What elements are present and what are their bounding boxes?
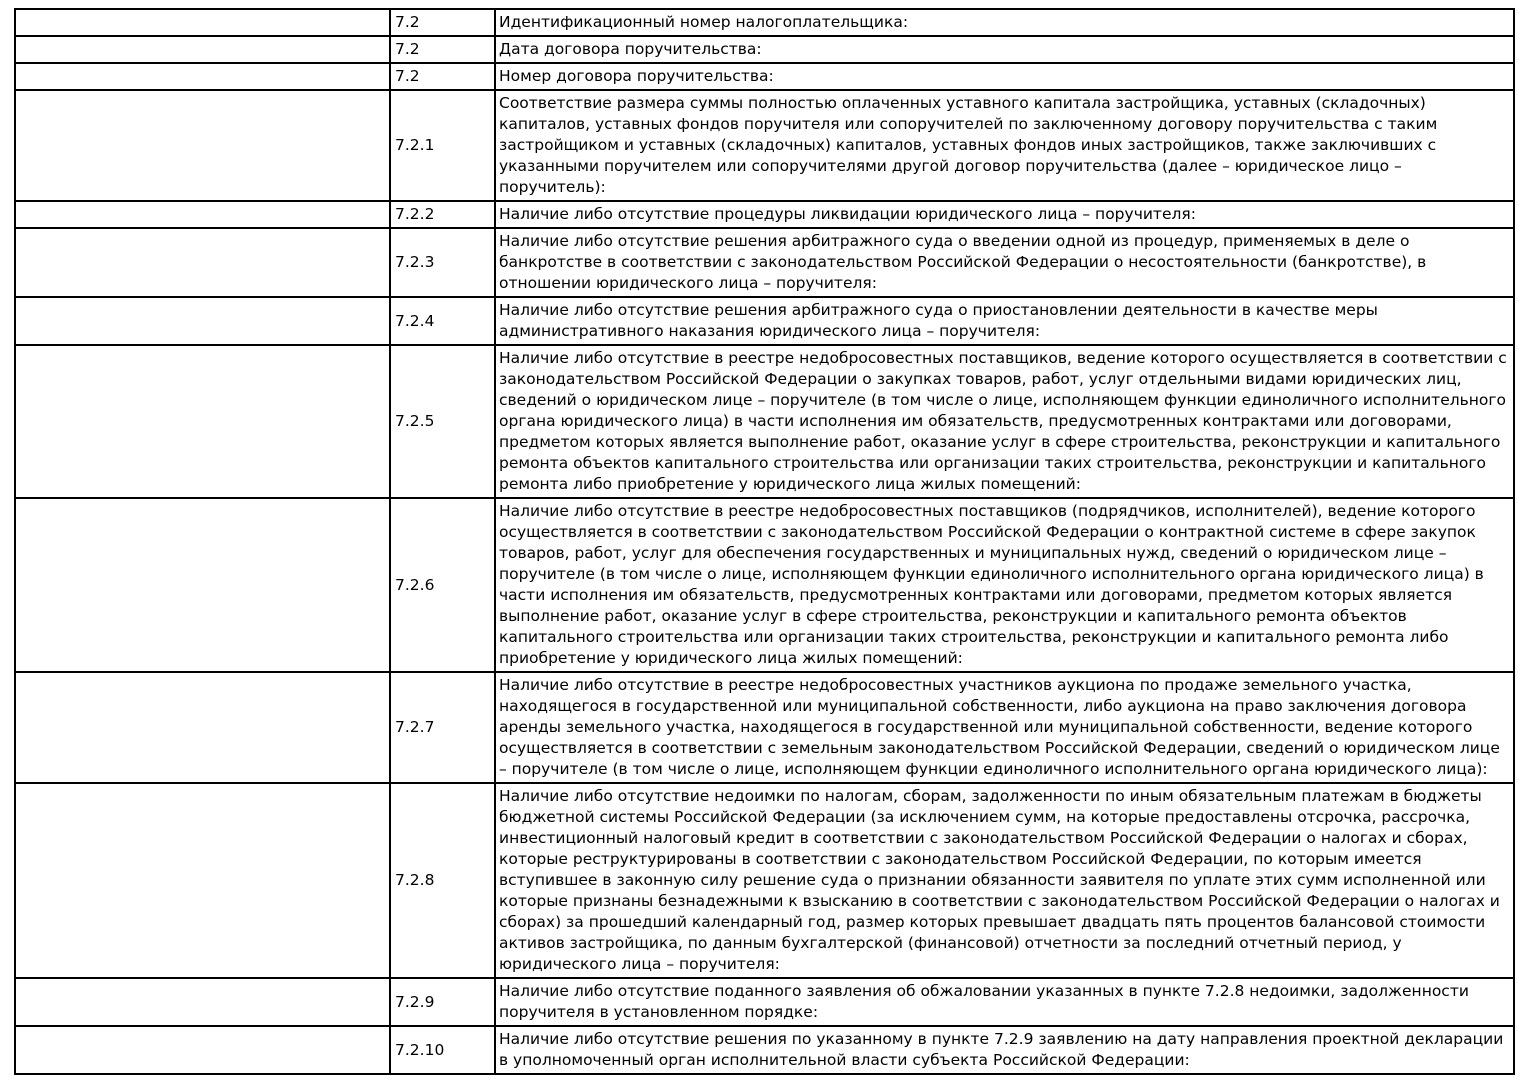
value-cell-empty (15, 978, 390, 1026)
item-number: 7.2 (390, 36, 495, 63)
value-cell-empty (15, 672, 390, 783)
table-row (15, 36, 1514, 63)
value-cell-empty (15, 1026, 390, 1074)
item-description: Дата договора поручительства: (495, 36, 1514, 63)
value-cell-empty (15, 90, 390, 201)
table-row (15, 672, 1514, 783)
item-number: 7.2.1 (390, 90, 495, 201)
item-number: 7.2 (390, 63, 495, 90)
item-description: Наличие либо отсутствие решения арбитражного суда о приостановлении деятельности в качестве меры административного наказания юридического лица – поручителя: (495, 297, 1514, 345)
item-number: 7.2.10 (390, 1026, 495, 1074)
value-cell-empty (15, 498, 390, 672)
table-row (15, 9, 1514, 36)
value-cell-empty (15, 345, 390, 498)
item-number: 7.2.5 (390, 345, 495, 498)
table-row (15, 498, 1514, 672)
item-description: Номер договора поручительства: (495, 63, 1514, 90)
item-description: Наличие либо отсутствие недоимки по налогам, сборам, задолженности по иным обязательным платежам в бюджеты бюджетной системы Российской Федерации (за исключением сумм, на которые предоставлены отсрочка, рассрочка, инвестиционный налоговый кредит в соответствии с законодательством Российской Федерации о налогах и сборах, которые реструктурированы в соответствии с законодательством Российской Федерации, по которым имеется вступившее в законную силу решение суда о признании обязанности заявителя по уплате этих сумм исполненной или которые признаны безнадежными к взысканию в соответствии с законодательством Российской Федерации о налогах и сборах) за прошедший календарный год, размер которых превышает двадцать пять процентов балансовой стоимости активов застройщика, по данным бухгалтерской (финансовой) отчетности за последний отчетный период, у юридического лица – поручителя: (495, 783, 1514, 978)
item-number: 7.2.9 (390, 978, 495, 1026)
item-number: 7.2.8 (390, 783, 495, 978)
value-cell-empty (15, 36, 390, 63)
table-row (15, 345, 1514, 498)
item-description: Наличие либо отсутствие в реестре недобросовестных поставщиков, ведение которого осуществляется в соответствии с законодательством Российской Федерации о закупках товаров, работ, услуг отдельными видами юридических лиц, сведений о юридическом лице – поручителе (в том числе о лице, исполняющем функции единоличного исполнительного органа юридического лица) в части исполнения им обязательств, предусмотренных контрактами или договорами, предметом которых является выполнение работ, оказание услуг в сфере строительства, реконструкции и капитального ремонта объектов капитального строительства или организации таких строительства, реконструкции и капитального ремонта либо приобретение у юридического лица жилых помещений: (495, 345, 1514, 498)
item-description: Наличие либо отсутствие решения арбитражного суда о введении одной из процедур, применяемых в деле о банкротстве в соответствии с законодательством Российской Федерации о несостоятельности (банкротстве), в отношении юридического лица – поручителя: (495, 228, 1514, 297)
item-description: Наличие либо отсутствие решения по указанному в пункте 7.2.9 заявлению на дату направления проектной декларации в уполномоченный орган исполнительной власти субъекта Российской Федерации: (495, 1026, 1514, 1074)
item-number: 7.2.3 (390, 228, 495, 297)
item-description: Наличие либо отсутствие процедуры ликвидации юридического лица – поручителя: (495, 201, 1514, 228)
table-row (15, 228, 1514, 297)
item-number: 7.2.2 (390, 201, 495, 228)
table-row (15, 978, 1514, 1026)
item-description: Наличие либо отсутствие в реестре недобросовестных участников аукциона по продаже земельного участка, находящегося в государственной или муниципальной собственности, либо аукциона на право заключения договора аренды земельного участка, находящегося в государственной или муниципальной собственности, ведение которого осуществляется в соответствии с земельным законодательством Российской Федерации, сведений о юридическом лице – поручителе (в том числе о лице, исполняющем функции единоличного исполнительного органа юридического лица): (495, 672, 1514, 783)
item-description: Наличие либо отсутствие поданного заявления об обжаловании указанных в пункте 7.2.8 недоимки, задолженности поручителя в установленном порядке: (495, 978, 1514, 1026)
table-row (15, 201, 1514, 228)
value-cell-empty (15, 9, 390, 36)
table-row (15, 1026, 1514, 1074)
item-number: 7.2.4 (390, 297, 495, 345)
table-row (15, 90, 1514, 201)
value-cell-empty (15, 228, 390, 297)
table-row (15, 783, 1514, 978)
item-description: Соответствие размера суммы полностью оплаченных уставного капитала застройщика, уставных (складочных) капиталов, уставных фондов поручителя или сопоручителей по заключенному договору поручительства с таким застройщиком и уставных (складочных) капиталов, уставных фондов иных застройщиков, также заключивших с указанными поручителем или сопоручителями другой договор поручительства (далее – юридическое лицо – поручитель): (495, 90, 1514, 201)
declaration-requirements-table (14, 8, 1515, 1075)
value-cell-empty (15, 297, 390, 345)
item-number: 7.2.7 (390, 672, 495, 783)
item-number: 7.2 (390, 9, 495, 36)
requirements-table-body (15, 9, 1514, 1074)
value-cell-empty (15, 783, 390, 978)
value-cell-empty (15, 201, 390, 228)
item-number: 7.2.6 (390, 498, 495, 672)
item-description: Идентификационный номер налогоплательщика: (495, 9, 1514, 36)
item-description: Наличие либо отсутствие в реестре недобросовестных поставщиков (подрядчиков, исполнителей), ведение которого осуществляется в соответствии с законодательством Российской Федерации о контрактной системе в сфере закупок товаров, работ, услуг для обеспечения государственных и муниципальных нужд, сведений о юридическом лице – поручителе (в том числе о лице, исполняющем функции единоличного исполнительного органа юридического лица) в части исполнения им обязательств, предусмотренных контрактами или договорами, предметом которых является выполнение работ, оказание услуг в сфере строительства, реконструкции и капитального ремонта объектов капитального строительства или организации таких строительства, реконструкции и капитального ремонта либо приобретение у юридического лица жилых помещений: (495, 498, 1514, 672)
table-row (15, 63, 1514, 90)
table-row (15, 297, 1514, 345)
value-cell-empty (15, 63, 390, 90)
